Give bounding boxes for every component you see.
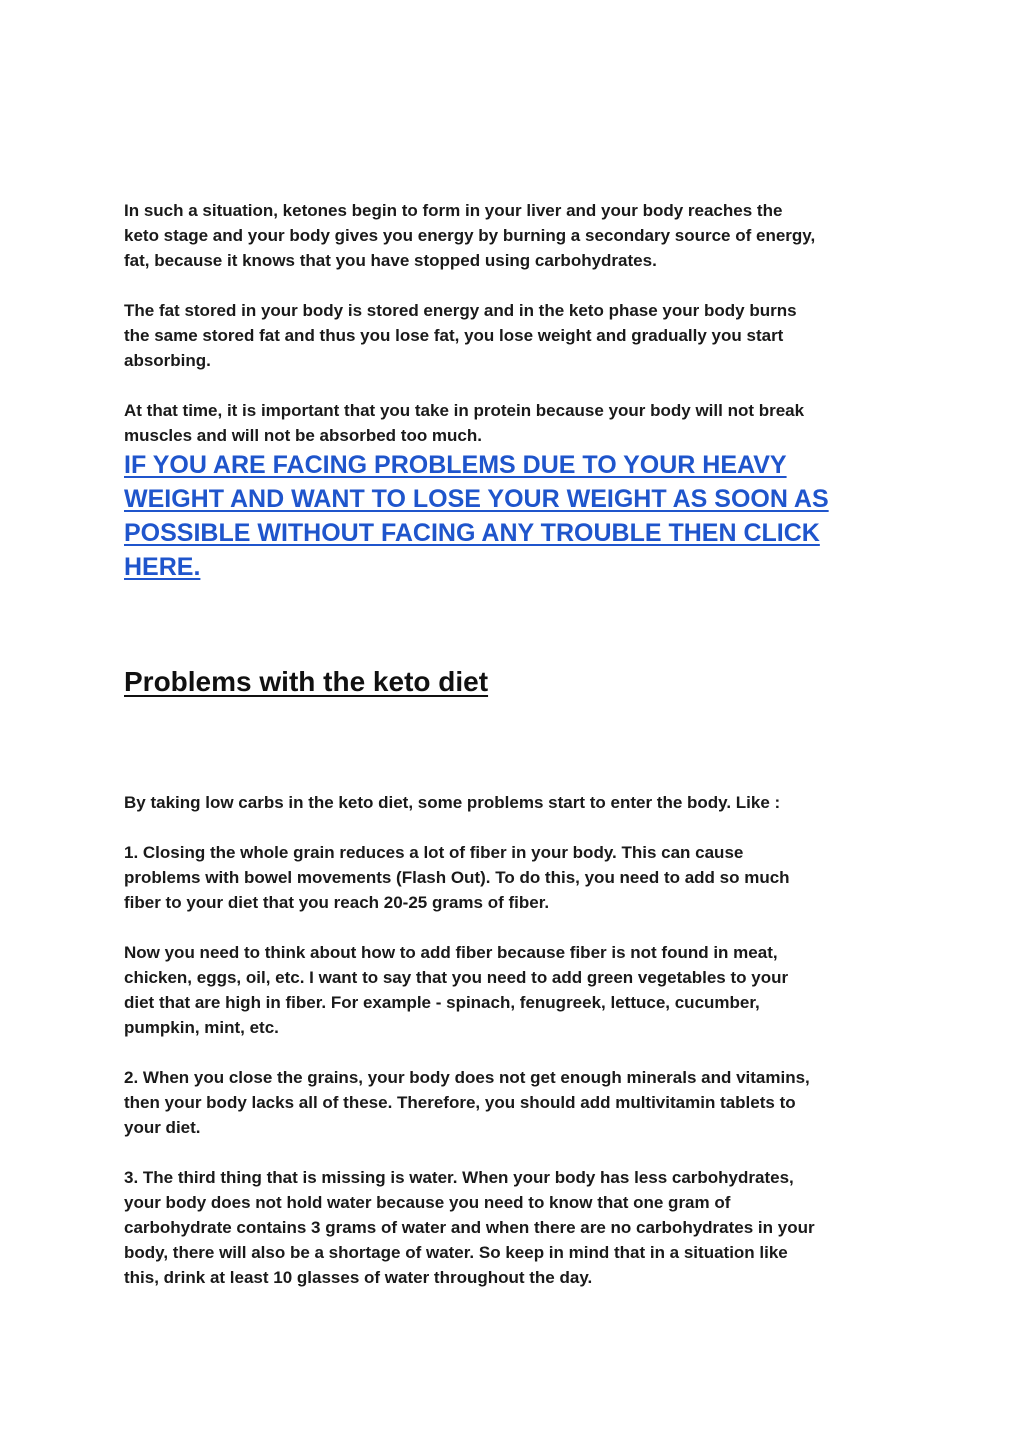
paragraph-protein: At that time, it is important that you take in protein because your body will not break muscles and will not be absorbed too much.: [124, 401, 805, 445]
document-page: [124, 198, 904, 1290]
paragraph-stored-fat: The fat stored in your body is stored energy and in the keto phase your body burns the same stored fat and thus you lose fat, you lose weight and gradually you start absorbing.: [124, 301, 797, 370]
paragraph-ketones: In such a situation, ketones begin to form in your liver and your body reaches the keto stage and your body gives you energy by burning a secondary source of energy, fat, because it knows that you have stopped using carbohydrates.: [124, 201, 816, 270]
section-heading: Problems with the keto diet: [124, 666, 489, 697]
weight-loss-cta-link[interactable]: IF YOU ARE FACING PROBLEMS DUE TO YOUR HEAVY WEIGHT AND WANT TO LOSE YOUR WEIGHT AS SOON AS POSSIBLE WITHOUT FACING ANY TROUBLE THEN CLICK HERE.: [124, 451, 829, 581]
paragraph-problem-fiber: 1. Closing the whole grain reduces a lot of fiber in your body. This can cause problems with bowel movements (Flash Out). To do this, you need to add so much fiber to your diet that you reach 20-25 grams of fiber.: [124, 843, 790, 912]
paragraph-add-fiber: Now you need to think about how to add fiber because fiber is not found in meat, chicken, eggs, oil, etc. I want to say that you need to add green vegetables to your diet that are high in fiber. For example - spinach, fenugreek, lettuce, cucumber, pumpkin, mint, etc.: [124, 943, 789, 1037]
paragraph-intro-problems: By taking low carbs in the keto diet, some problems start to enter the body. Like :: [124, 793, 781, 812]
paragraph-problem-vitamins: 2. When you close the grains, your body does not get enough minerals and vitamins, then your body lacks all of these. Therefore, you should add multivitamin tablets to your diet.: [124, 1068, 810, 1137]
paragraph-problem-water: 3. The third thing that is missing is water. When your body has less carbohydrates, your body does not hold water because you need to know that one gram of carbohydrate contains 3 grams of water and when there are no carbohydrates in your body, there will also be a shortage of water. So keep in mind that in a situation like this, drink at least 10 glasses of water throughout the day.: [124, 1168, 815, 1287]
